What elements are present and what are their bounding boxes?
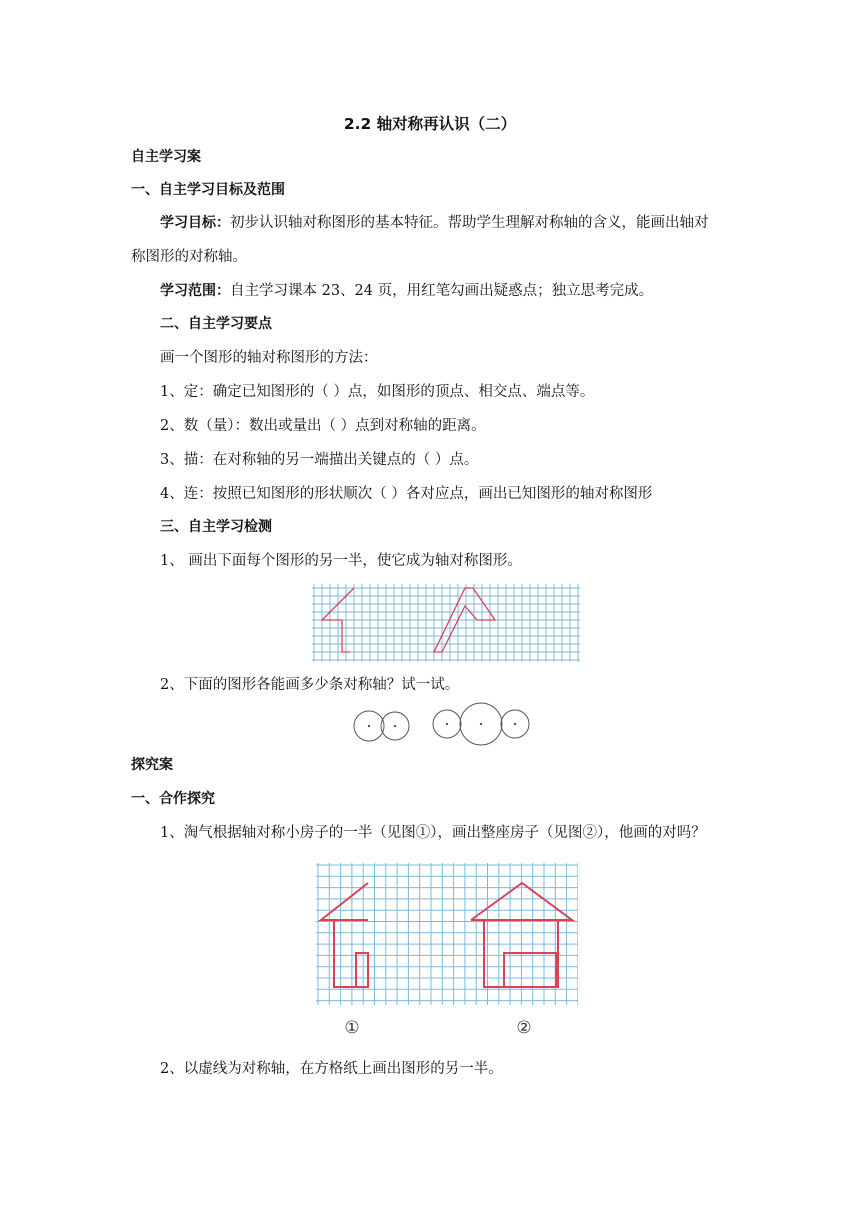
goal-line: [160, 213, 709, 233]
section-1-heading: 一、自主学习目标及范围: [131, 182, 285, 198]
half-house: [321, 883, 368, 920]
method-intro: 画一个图形的轴对称图形的方法：: [160, 350, 378, 366]
self-study-heading: 自主学习案: [131, 149, 201, 165]
figure-label-1: ①: [344, 1018, 360, 1038]
range-label: 学习范围：: [160, 283, 230, 299]
goal-text: 初步认识轴对称图形的基本特征。帮助学生理解对称轴的含义，能画出轴对: [230, 215, 709, 231]
question-2: 2、下面的图形各能画多少条对称轴？试一试。: [160, 677, 460, 693]
circles-figure: [350, 702, 540, 746]
range-line: [160, 281, 653, 301]
goal-label: 学习目标：: [160, 215, 230, 231]
section-3-heading: 三、自主学习检测: [160, 519, 272, 535]
section-2-heading: 二、自主学习要点: [160, 316, 272, 332]
figure-label-2: ②: [516, 1018, 532, 1038]
explore-heading: 探究案: [131, 757, 173, 773]
explore-question-2: 2、以虚线为对称轴，在方格纸上画出图形的另一半。: [160, 1061, 503, 1077]
step-4: 4、连：按照已知图形的形状顺次（ ）各对应点，画出已知图形的轴对称图形: [160, 486, 653, 502]
explore-question-1: 1、淘气根据轴对称小房子的一半（见图①），画出整座房子（见图②），他画的对吗？: [160, 825, 706, 841]
step-1: 1、定：确定已知图形的（ ）点，如图形的顶点、相交点、端点等。: [160, 384, 595, 400]
goal-text-cont: 称图形的对称轴。: [131, 249, 247, 265]
half-shapes-grid-figure: [312, 584, 580, 662]
question-1: 1、 画出下面每个图形的另一半，使它成为轴对称图形。: [160, 553, 522, 569]
house-grid-figure: [316, 863, 578, 1043]
step-2: 2、数（量）：数出或量出（ ）点到对称轴的距离。: [160, 418, 486, 434]
page-title: 2.2 轴对称再认识（二）: [343, 115, 517, 133]
step-3: 3、描：在对称轴的另一端描出关键点的（ ）点。: [160, 452, 479, 468]
range-text: 自主学习课本 23、24 页，用红笔勾画出疑惑点；独立思考完成。: [230, 283, 654, 299]
explore-section-heading: 一、合作探究: [131, 791, 215, 807]
